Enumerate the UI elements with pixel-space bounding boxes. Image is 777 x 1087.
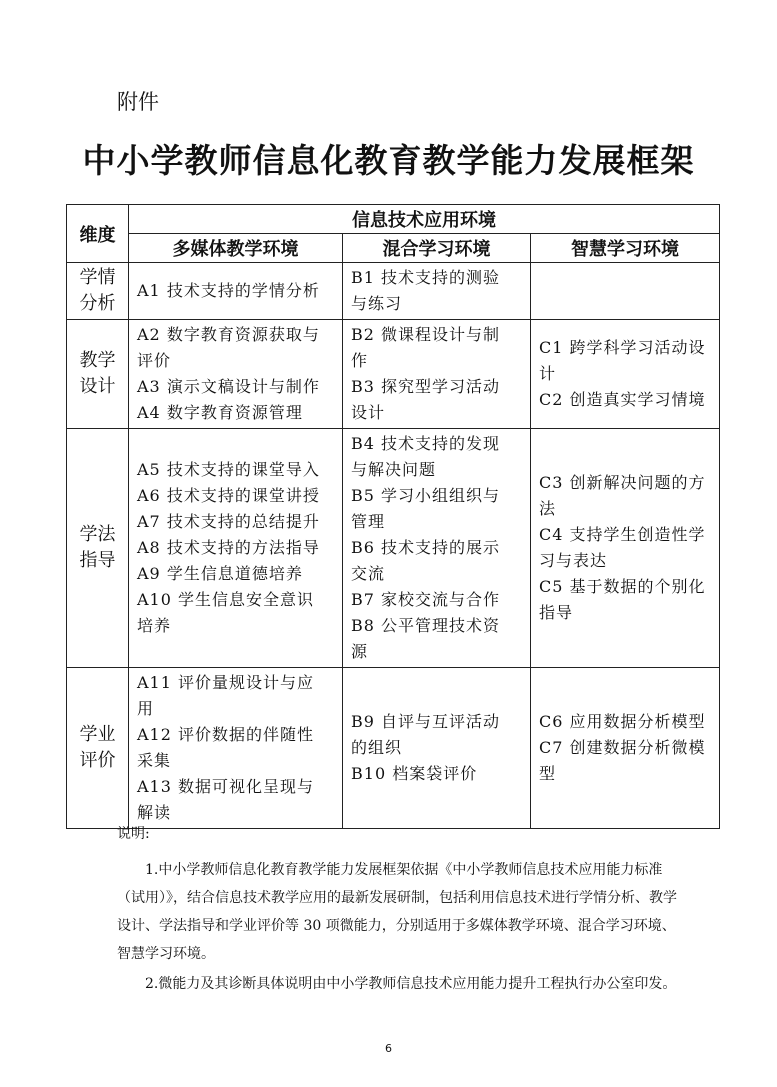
competency-line: C3 创新解决问题的方 — [539, 473, 706, 492]
dimension-text: 设计 — [79, 376, 116, 397]
dimension-text: 学法 — [79, 524, 116, 545]
competency-line: 指导 — [539, 603, 574, 622]
competency-line: B7 家校交流与合作 — [351, 590, 501, 609]
competency-line: C4 支持学生创造性学 — [539, 525, 706, 544]
env-header-multimedia: 多媒体教学环境 — [129, 234, 343, 263]
table-row-learning-analysis — [67, 263, 720, 320]
competency-cell-multimedia — [129, 263, 343, 320]
env-header-smart: 智慧学习环境 — [531, 234, 720, 263]
competency-cell-multimedia — [129, 668, 343, 829]
dimension-text: 评价 — [79, 750, 116, 771]
competency-cell-multimedia — [129, 320, 343, 429]
framework-table — [66, 204, 720, 829]
competency-line: B2 微课程设计与制 — [351, 325, 501, 344]
dimension-header: 维度 — [67, 205, 129, 263]
competency-line: A12 评价数据的伴随性 — [137, 725, 315, 744]
competency-line: A9 学生信息道德培养 — [137, 564, 303, 583]
competency-line: 设计 — [351, 403, 386, 422]
competency-line: B5 学习小组组织与 — [351, 486, 501, 505]
competency-line: A5 技术支持的课堂导入 — [137, 460, 320, 479]
competency-line: A8 技术支持的方法指导 — [137, 538, 320, 557]
competency-line: 作 — [351, 351, 369, 370]
competency-line: A11 评价量规设计与应 — [137, 673, 315, 692]
competency-line: 管理 — [351, 512, 386, 531]
competency-line: C7 创建数据分析微模 — [539, 738, 706, 757]
dimension-text: 分析 — [79, 293, 116, 314]
table-row-instruction-design — [67, 320, 720, 429]
competency-line: B9 自评与互评活动 — [351, 712, 501, 731]
competency-line: 采集 — [137, 751, 172, 770]
notes-section — [117, 820, 687, 998]
competency-cell-blended — [343, 320, 531, 429]
competency-cell-blended — [343, 429, 531, 668]
competency-line: B1 技术支持的测验 — [351, 268, 501, 287]
competency-line: A7 技术支持的总结提升 — [137, 512, 320, 531]
page-title: 中小学教师信息化教育教学能力发展框架 — [82, 141, 695, 180]
competency-line: B4 技术支持的发现 — [351, 434, 501, 453]
dimension-text: 教学 — [79, 350, 116, 371]
table-row-learning-guidance — [67, 429, 720, 668]
note-item-1: 1.中小学教师信息化教育教学能力发展框架依据《中小学教师信息技术应用能力标准（试用）》，结合信息技术教学应用的最新发展研制，包括利用信息技术进行学情分析、教学设计、学法指导和学业评价等 30 项微能力，分别适用于多媒体教学环境、混合学习环境、智慧学习环境。 — [117, 862, 677, 962]
notes-heading: 说明: — [117, 826, 150, 842]
competency-line: B6 技术支持的展示 — [351, 538, 501, 557]
competency-line: B3 探究型学习活动 — [351, 377, 501, 396]
note-item-2: 2.微能力及其诊断具体说明由中小学教师信息技术应用能力提升工程执行办公室印发。 — [145, 976, 677, 992]
competency-cell-blended — [343, 668, 531, 829]
competency-line: 型 — [539, 764, 557, 783]
env-header-blended: 混合学习环境 — [343, 234, 531, 263]
competency-cell-smart — [531, 668, 720, 829]
dimension-cell — [67, 263, 129, 320]
attachment-label: 附件 — [117, 90, 159, 114]
competency-cell-smart — [531, 429, 720, 668]
environment-group-header: 信息技术应用环境 — [129, 205, 720, 234]
competency-line: 培养 — [137, 616, 172, 635]
competency-line: C1 跨学科学习活动设 — [539, 338, 706, 357]
table-row-academic-evaluation — [67, 668, 720, 829]
competency-line: A6 技术支持的课堂讲授 — [137, 486, 320, 505]
competency-line: A10 学生信息安全意识 — [137, 590, 315, 609]
competency-line: C5 基于数据的个别化 — [539, 577, 706, 596]
dimension-cell — [67, 429, 129, 668]
competency-line: 计 — [539, 364, 557, 383]
competency-line: A1 技术支持的学情分析 — [137, 281, 320, 300]
competency-cell-smart — [531, 263, 720, 320]
dimension-cell — [67, 668, 129, 829]
competency-line: A2 数字教育资源获取与 — [137, 325, 320, 344]
competency-line: A13 数据可视化呈现与 — [137, 777, 315, 796]
competency-line: 解读 — [137, 803, 172, 822]
competency-line: B10 档案袋评价 — [351, 764, 478, 783]
competency-line: A3 演示文稿设计与制作 — [137, 377, 320, 396]
dimension-text: 指导 — [79, 550, 116, 571]
competency-line: 的组织 — [351, 738, 403, 757]
competency-line: 评价 — [137, 351, 172, 370]
competency-line: 与解决问题 — [351, 460, 437, 479]
competency-line: 习与表达 — [539, 551, 608, 570]
dimension-text: 学情 — [79, 267, 116, 288]
competency-line: 与练习 — [351, 294, 403, 313]
competency-line: C6 应用数据分析模型 — [539, 712, 706, 731]
dimension-text: 学业 — [79, 724, 116, 745]
competency-line: C2 创造真实学习情境 — [539, 390, 706, 409]
competency-line: 法 — [539, 499, 557, 518]
competency-line: 源 — [351, 642, 369, 661]
competency-cell-multimedia — [129, 429, 343, 668]
competency-line: B8 公平管理技术资 — [351, 616, 501, 635]
competency-cell-blended — [343, 263, 531, 320]
competency-line: A4 数字教育资源管理 — [137, 403, 303, 422]
page-number: 6 — [385, 1042, 392, 1055]
competency-line: 交流 — [351, 564, 386, 583]
competency-line: 用 — [137, 699, 155, 718]
competency-cell-smart — [531, 320, 720, 429]
dimension-cell — [67, 320, 129, 429]
